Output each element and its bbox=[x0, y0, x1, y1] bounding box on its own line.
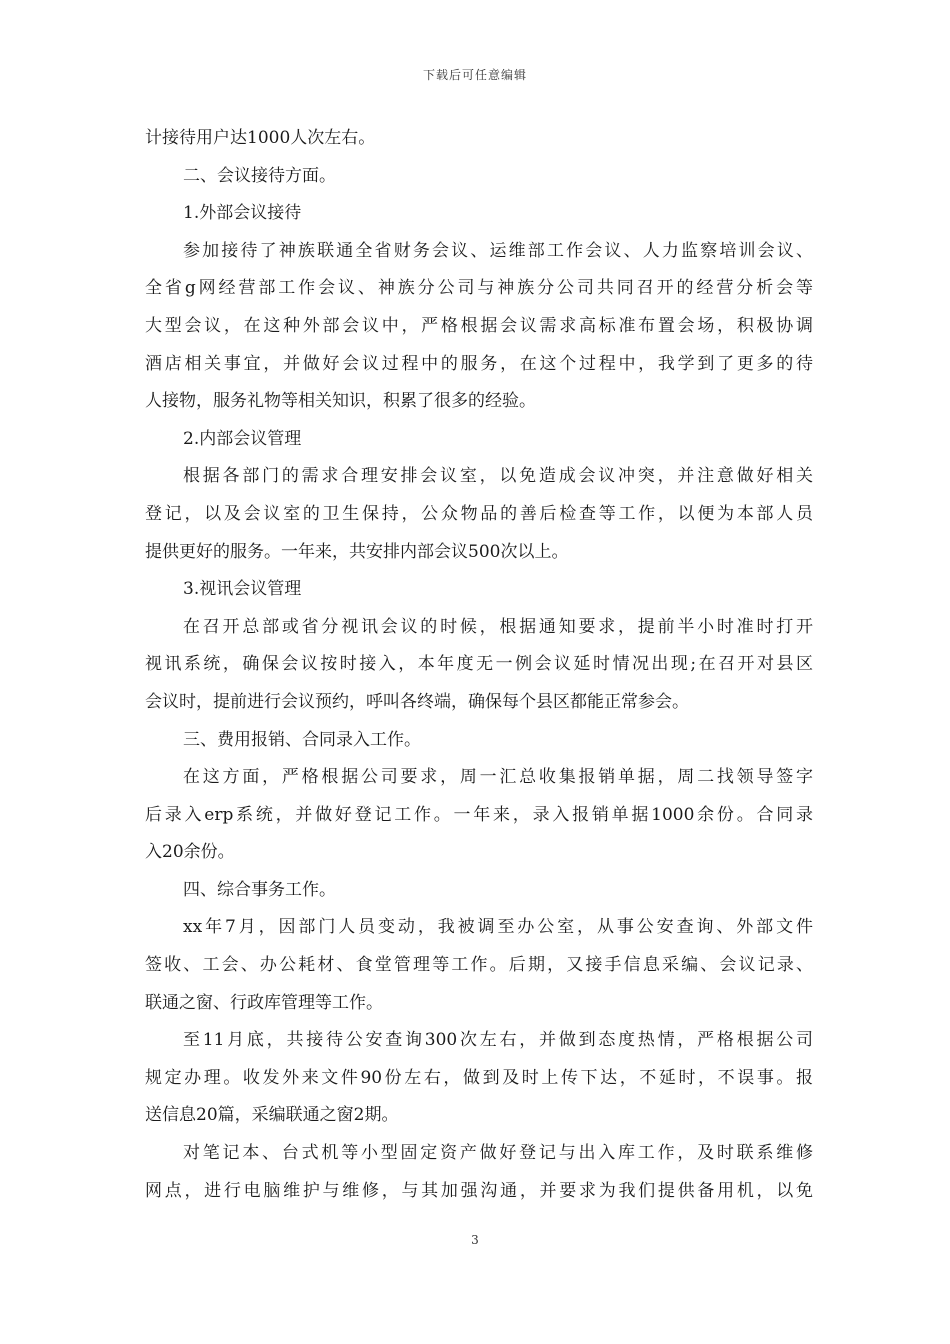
text-line: 后录入erp系统，并做好登记工作。一年来，录入报销单据1000余份。合同录 bbox=[145, 804, 813, 825]
page-number: 3 bbox=[471, 1233, 479, 1247]
document-body bbox=[145, 120, 813, 1210]
text-line: 在召开总部或省分视讯会议的时候，根据通知要求，提前半小时准时打开 bbox=[183, 616, 813, 637]
text-line: xx年7月，因部门人员变动，我被调至办公室，从事公安查询、外部文件 bbox=[183, 917, 813, 938]
text-line: 网点，进行电脑维护与维修，与其加强沟通，并要求为我们提供备用机，以免 bbox=[145, 1180, 813, 1201]
text-line: 酒店相关事宜，并做好会议过程中的服务，在这个过程中，我学到了更多的待 bbox=[145, 353, 813, 374]
text-line: 2.内部会议管理 bbox=[183, 428, 302, 449]
text-line: 1.外部会议接待 bbox=[183, 203, 302, 224]
text-line: 四、综合事务工作。 bbox=[183, 879, 336, 900]
text-line: 全省g网经营部工作会议、神族分公司与神族分公司共同召开的经营分析会等 bbox=[145, 278, 813, 299]
text-line: 人接物，服务礼物等相关知识，积累了很多的经验。 bbox=[145, 391, 536, 412]
text-line: 大型会议，在这种外部会议中，严格根据会议需求高标准布置会场，积极协调 bbox=[145, 315, 813, 336]
text-line: 签收、工会、办公耗材、食堂管理等工作。后期，又接手信息采编、会议记录、 bbox=[145, 955, 813, 976]
text-line: 送信息20篇，采编联通之窗2期。 bbox=[145, 1105, 399, 1126]
text-line: 在这方面，严格根据公司要求，周一汇总收集报销单据，周二找领导签字 bbox=[183, 767, 813, 788]
text-line: 对笔记本、台式机等小型固定资产做好登记与出入库工作，及时联系维修 bbox=[183, 1143, 813, 1164]
text-line: 入20余份。 bbox=[145, 842, 235, 863]
text-line: 根据各部门的需求合理安排会议室，以免造成会议冲突，并注意做好相关 bbox=[183, 466, 813, 487]
text-line: 二、会议接待方面。 bbox=[183, 165, 336, 186]
text-line: 视讯系统，确保会议按时接入，本年度无一例会议延时情况出现;在召开对县区 bbox=[145, 654, 813, 675]
text-line: 三、费用报销、合同录入工作。 bbox=[183, 729, 421, 750]
page-header: 下载后可任意编辑 bbox=[422, 68, 527, 82]
text-line: 至11月底，共接待公安查询300次左右，并做到态度热情，严格根据公司 bbox=[183, 1030, 813, 1051]
text-line: 参加接待了神族联通全省财务会议、运维部工作会议、人力监察培训会议、 bbox=[183, 240, 813, 261]
text-line: 规定办理。收发外来文件90份左右，做到及时上传下达，不延时，不误事。报 bbox=[145, 1067, 813, 1088]
text-line: 会议时，提前进行会议预约，呼叫各终端，确保每个县区都能正常参会。 bbox=[145, 691, 689, 712]
text-line: 联通之窗、行政库管理等工作。 bbox=[145, 992, 383, 1013]
text-line: 3.视讯会议管理 bbox=[183, 579, 302, 600]
text-line: 提供更好的服务。一年来，共安排内部会议500次以上。 bbox=[145, 541, 569, 562]
text-line: 计接待用户达1000人次左右。 bbox=[145, 128, 376, 148]
text-line: 登记，以及会议室的卫生保持，公众物品的善后检查等工作，以便为本部人员 bbox=[145, 503, 813, 524]
